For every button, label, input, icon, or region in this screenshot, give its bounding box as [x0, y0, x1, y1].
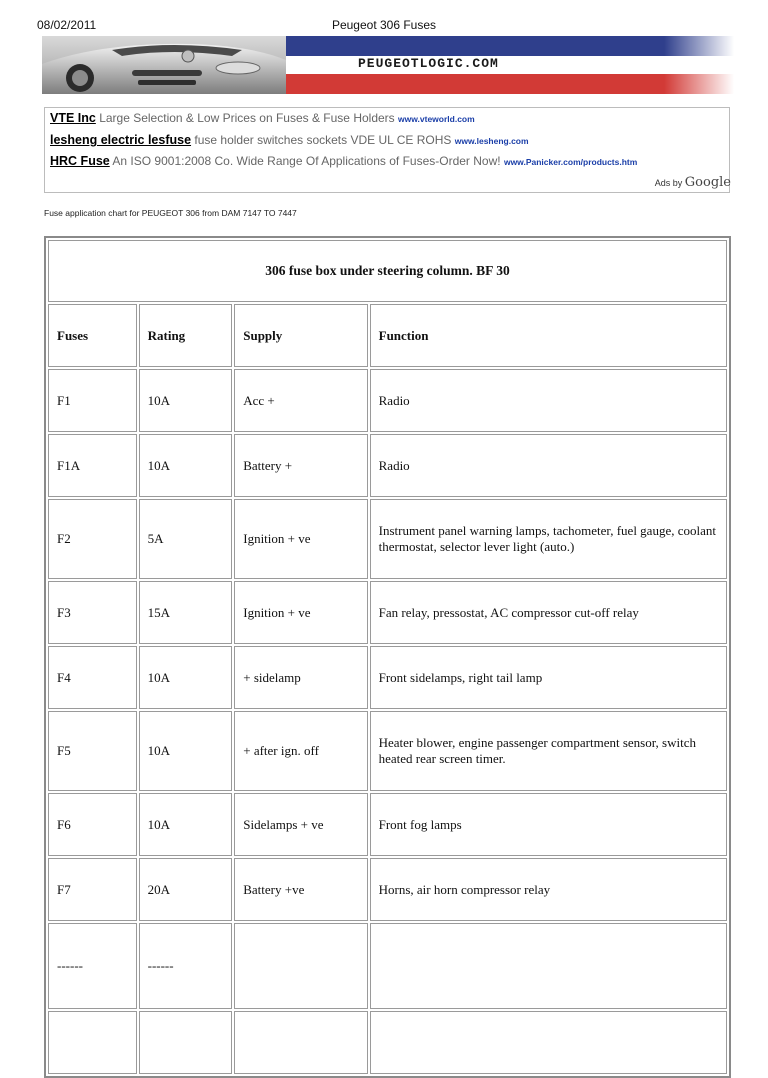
- function-cell: Radio: [370, 434, 727, 497]
- ad-title-link[interactable]: HRC Fuse: [50, 154, 110, 168]
- supply-cell: [234, 1011, 367, 1074]
- fuse-cell: [48, 1011, 137, 1074]
- supply-cell: + sidelamp: [234, 646, 367, 709]
- column-header-function: Function: [370, 304, 727, 367]
- supply-cell: Sidelamps + ve: [234, 793, 367, 856]
- rating-cell: 10A: [139, 434, 233, 497]
- fuse-cell: F7: [48, 858, 137, 921]
- function-cell: Front fog lamps: [370, 793, 727, 856]
- table-row: [48, 646, 727, 709]
- rating-cell: 20A: [139, 858, 233, 921]
- function-cell: Heater blower, engine passenger compartment sensor, switch heated rear screen timer.: [370, 711, 727, 791]
- table-title: 306 fuse box under steering column. BF 30: [48, 240, 727, 302]
- supply-cell: + after ign. off: [234, 711, 367, 791]
- ad-text: fuse holder switches sockets VDE UL CE ROHS: [194, 133, 452, 147]
- print-header: [37, 18, 731, 34]
- fuse-cell: F1: [48, 369, 137, 432]
- ad-url[interactable]: www.vteworld.com: [398, 114, 475, 124]
- chart-caption: Fuse application chart for PEUGEOT 306 from DAM 7147 TO 7447: [44, 208, 297, 218]
- ad-item[interactable]: [50, 154, 637, 168]
- fuse-cell: F4: [48, 646, 137, 709]
- fuse-cell: F5: [48, 711, 137, 791]
- column-header-rating: Rating: [139, 304, 233, 367]
- table-row: [48, 858, 727, 921]
- rating-cell: 5A: [139, 499, 233, 579]
- rating-cell: 10A: [139, 711, 233, 791]
- column-header-fuses: Fuses: [48, 304, 137, 367]
- ad-title-link[interactable]: VTE Inc: [50, 111, 96, 125]
- function-cell: Radio: [370, 369, 727, 432]
- rating-cell: ------: [139, 923, 233, 1009]
- rating-cell: 15A: [139, 581, 233, 644]
- site-banner[interactable]: [42, 36, 734, 94]
- table-header-row: [48, 304, 727, 367]
- site-brand: PEUGEOTLOGIC.COM: [358, 56, 499, 71]
- function-cell: Horns, air horn compressor relay: [370, 858, 727, 921]
- rating-cell: 10A: [139, 793, 233, 856]
- table-row: [48, 923, 727, 1009]
- car-photo-icon: [42, 36, 286, 94]
- ads-by-google[interactable]: Ads by Google: [654, 175, 731, 190]
- function-cell: Fan relay, pressostat, AC compressor cut-off relay: [370, 581, 727, 644]
- supply-cell: Battery +: [234, 434, 367, 497]
- ad-url[interactable]: www.lesheng.com: [454, 136, 529, 146]
- function-cell: [370, 1011, 727, 1074]
- ad-url[interactable]: www.Panicker.com/products.htm: [503, 157, 638, 167]
- fuse-cell: F1A: [48, 434, 137, 497]
- rating-cell: 10A: [139, 646, 233, 709]
- table-row: [48, 434, 727, 497]
- supply-cell: Ignition + ve: [234, 499, 367, 579]
- fuse-cell: F2: [48, 499, 137, 579]
- supply-cell: Battery +ve: [234, 858, 367, 921]
- supply-cell: [234, 923, 367, 1009]
- rating-cell: [139, 1011, 233, 1074]
- column-header-supply: Supply: [234, 304, 367, 367]
- ads-box: [44, 107, 730, 193]
- fuse-cell: F6: [48, 793, 137, 856]
- ad-title-link[interactable]: lesheng electric lesfuse: [50, 133, 192, 147]
- rating-cell: 10A: [139, 369, 233, 432]
- table-row: [48, 499, 727, 579]
- ad-text: An ISO 9001:2008 Co. Wide Range Of Applications of Fuses-Order Now!: [112, 154, 501, 168]
- print-date: 08/02/2011: [37, 18, 97, 32]
- table-row: [48, 1011, 727, 1074]
- print-title: Peugeot 306 Fuses: [331, 18, 437, 32]
- function-cell: [370, 923, 727, 1009]
- google-logo: Google: [684, 175, 731, 190]
- function-cell: Front sidelamps, right tail lamp: [370, 646, 727, 709]
- function-cell: Instrument panel warning lamps, tachometer, fuel gauge, coolant thermostat, selector lever light (auto.): [370, 499, 727, 579]
- fuse-cell: F3: [48, 581, 137, 644]
- supply-cell: Ignition + ve: [234, 581, 367, 644]
- table-row: [48, 581, 727, 644]
- table-row: [48, 793, 727, 856]
- ad-item[interactable]: [50, 111, 475, 125]
- table-row: [48, 711, 727, 791]
- fuse-cell: ------: [48, 923, 137, 1009]
- table-row: [48, 369, 727, 432]
- ad-text: Large Selection & Low Prices on Fuses & Fuse Holders: [99, 111, 395, 125]
- fuse-table: [44, 236, 731, 1078]
- ad-item[interactable]: [50, 133, 529, 147]
- supply-cell: Acc +: [234, 369, 367, 432]
